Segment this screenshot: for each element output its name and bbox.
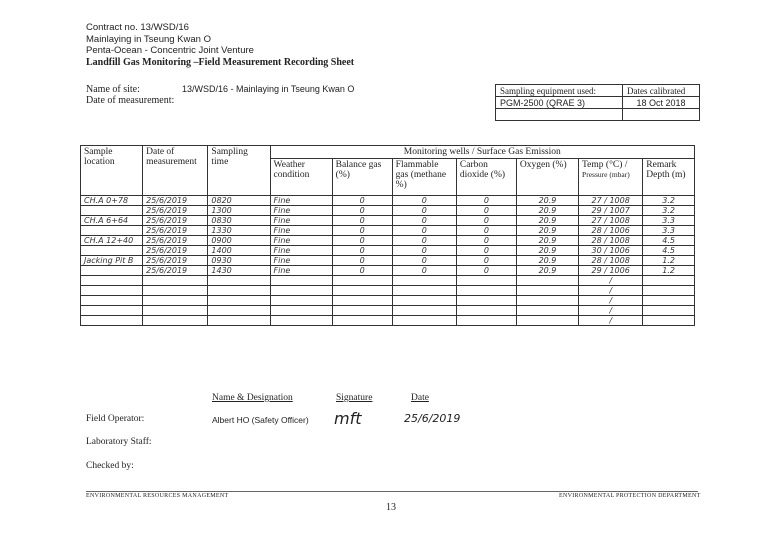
cell-depth: 1.2 [643,256,695,266]
table-row [81,226,695,236]
cell-carbon-dioxide: 0 [456,216,516,226]
table-row [81,206,695,216]
cell-oxygen [516,276,578,286]
cell-weather: Fine [270,246,332,256]
cell-carbon-dioxide: 0 [456,196,516,206]
footer-divider [86,491,698,492]
table-row [81,276,695,286]
table-row [81,196,695,206]
cell-date: 25/6/2019 [143,196,208,206]
cell-date: 25/6/2019 [143,236,208,246]
calibration-header: Dates calibrated [623,85,700,97]
cell-temp-pressure: / [579,306,643,316]
site-name-label: Name of site: [86,84,140,95]
cell-location [81,306,143,316]
cell-location [81,276,143,286]
col-balance-gas: Balance gas (%) [332,159,392,196]
project-name: Mainlaying in Tseung Kwan O [86,33,211,45]
cell-location: Jacking Pit B [81,256,143,266]
cell-depth [643,316,695,326]
cell-location [81,296,143,306]
cell-date: 25/6/2019 [143,206,208,216]
cell-location [81,266,143,276]
cell-balance-gas: 0 [332,256,392,266]
cell-balance-gas: 0 [332,246,392,256]
cell-date: 25/6/2019 [143,216,208,226]
cell-carbon-dioxide [456,296,516,306]
calibration-empty [623,109,700,121]
table-row [81,266,695,276]
cell-flammable-gas: 0 [392,196,456,206]
equipment-device: PGM-2500 (QRAE 3) [496,97,623,109]
cell-carbon-dioxide: 0 [456,246,516,256]
cell-oxygen: 20.9 [516,196,578,206]
cell-location [81,246,143,256]
cell-flammable-gas: 0 [392,206,456,216]
footer-left: ENVIRONMENTAL RESOURCES MANAGEMENT [86,493,229,499]
cell-date [143,316,208,326]
cell-weather: Fine [270,216,332,226]
col-date: Date of measurement [143,146,208,196]
cell-flammable-gas [392,276,456,286]
equipment-empty [496,109,623,121]
cell-oxygen [516,296,578,306]
cell-balance-gas: 0 [332,206,392,216]
cell-time [208,316,270,326]
cell-depth [643,276,695,286]
cell-time: 1300 [208,206,270,216]
cell-carbon-dioxide: 0 [456,266,516,276]
cell-depth: 1.2 [643,266,695,276]
col-weather: Weather condition [270,159,332,196]
cell-time: 1400 [208,246,270,256]
cell-temp-pressure: 27 / 1008 [579,196,643,206]
cell-carbon-dioxide [456,276,516,286]
cell-flammable-gas [392,306,456,316]
cell-depth: 3.2 [643,206,695,216]
cell-time [208,296,270,306]
page-number: 13 [386,502,396,513]
col-temp-pressure [579,159,643,196]
table-row [81,296,695,306]
cell-flammable-gas [392,286,456,296]
cell-location [81,316,143,326]
cell-date [143,286,208,296]
cell-weather [270,296,332,306]
cell-balance-gas: 0 [332,266,392,276]
cell-balance-gas [332,286,392,296]
cell-flammable-gas: 0 [392,246,456,256]
cell-oxygen [516,286,578,296]
cell-date: 25/6/2019 [143,266,208,276]
table-row [81,256,695,266]
sheet-title: Landfill Gas Monitoring –Field Measurement Recording Sheet [86,56,355,68]
cell-flammable-gas [392,296,456,306]
cell-depth: 3.2 [643,196,695,206]
col-carbon-dioxide: Carbon dioxide (%) [456,159,516,196]
cell-date [143,276,208,286]
table-row [81,236,695,246]
cell-balance-gas [332,296,392,306]
cell-balance-gas [332,306,392,316]
table-row [81,316,695,326]
cell-temp-pressure: 27 / 1008 [579,216,643,226]
col-group-monitoring: Monitoring wells / Surface Gas Emission [270,146,694,159]
cell-carbon-dioxide: 0 [456,226,516,236]
col-oxygen: Oxygen (%) [516,159,578,196]
cell-location [81,286,143,296]
cell-date: 25/6/2019 [143,226,208,236]
cell-flammable-gas: 0 [392,226,456,236]
cell-depth [643,296,695,306]
cell-depth [643,286,695,296]
sign-date: 25/6/2019 [404,412,461,425]
equipment-header: Sampling equipment used: [496,85,623,97]
cell-location: CH.A 6+64 [81,216,143,226]
cell-flammable-gas: 0 [392,266,456,276]
cell-balance-gas: 0 [332,226,392,236]
field-operator-name: Albert HO (Safety Officer) [212,415,309,425]
cell-temp-pressure: / [579,296,643,306]
cell-date [143,306,208,316]
cell-oxygen [516,306,578,316]
col-flammable-gas: Flammable gas (methane %) [392,159,456,196]
cell-time: 1330 [208,226,270,236]
cell-temp-pressure: 30 / 1006 [579,246,643,256]
cell-depth: 3.3 [643,216,695,226]
cell-carbon-dioxide [456,316,516,326]
cell-weather [270,286,332,296]
cell-balance-gas [332,276,392,286]
field-operator-label: Field Operator: [86,414,145,424]
cell-balance-gas: 0 [332,236,392,246]
col-remark-depth: Remark Depth (m) [643,159,695,196]
cell-time: 0930 [208,256,270,266]
cell-time: 0830 [208,216,270,226]
contract-number: Contract no. 13/WSD/16 [86,22,189,33]
col-sample-location: Sample location [81,146,143,196]
cell-carbon-dioxide: 0 [456,236,516,246]
pressure-label: Pressure (mbar) [582,170,630,179]
cell-weather: Fine [270,226,332,236]
calibration-date: 18 Oct 2018 [623,97,700,109]
site-name-value: 13/WSD/16 - Mainlaying in Tseung Kwan O [182,84,355,94]
equipment-table [495,84,700,121]
cell-weather: Fine [270,206,332,216]
cell-carbon-dioxide: 0 [456,206,516,216]
cell-location [81,206,143,216]
cell-oxygen: 20.9 [516,236,578,246]
cell-date: 25/6/2019 [143,246,208,256]
cell-date: 25/6/2019 [143,256,208,266]
cell-location: CH.A 0+78 [81,196,143,206]
cell-temp-pressure: 28 / 1008 [579,256,643,266]
cell-time: 0900 [208,236,270,246]
cell-flammable-gas [392,316,456,326]
laboratory-staff-label: Laboratory Staff: [86,437,152,447]
cell-depth: 4.5 [643,236,695,246]
table-row [81,286,695,296]
cell-depth: 4.5 [643,246,695,256]
cell-carbon-dioxide [456,306,516,316]
cell-depth [643,306,695,316]
cell-temp-pressure: / [579,286,643,296]
checked-by-label: Checked by: [86,461,134,471]
cell-oxygen: 20.9 [516,216,578,226]
cell-time: 0820 [208,196,270,206]
joint-venture: Penta-Ocean - Concentric Joint Venture [86,45,254,56]
measurement-table [80,145,695,326]
cell-weather [270,306,332,316]
cell-temp-pressure: 29 / 1006 [579,266,643,276]
temp-label: Temp (°C) / [582,160,628,170]
cell-time [208,286,270,296]
cell-weather [270,316,332,326]
cell-time [208,276,270,286]
cell-date [143,296,208,306]
cell-carbon-dioxide [456,286,516,296]
cell-oxygen: 20.9 [516,206,578,216]
cell-weather [270,276,332,286]
table-row [81,216,695,226]
cell-weather: Fine [270,256,332,266]
cell-temp-pressure: / [579,276,643,286]
cell-temp-pressure: / [579,316,643,326]
table-row [81,306,695,316]
measurement-date-label: Date of measurement: [86,95,175,106]
cell-time [208,306,270,316]
cell-weather: Fine [270,266,332,276]
col-time: Sampling time [208,146,270,196]
cell-oxygen [516,316,578,326]
cell-weather: Fine [270,236,332,246]
table-row [81,246,695,256]
handwritten-signature: mft [334,409,362,428]
cell-balance-gas: 0 [332,216,392,226]
footer-right: ENVIRONMENTAL PROTECTION DEPARTMENT [559,493,701,499]
signature-header: Signature [336,393,373,403]
cell-weather: Fine [270,196,332,206]
cell-depth: 3.3 [643,226,695,236]
cell-oxygen: 20.9 [516,246,578,256]
cell-temp-pressure: 29 / 1007 [579,206,643,216]
name-designation-header: Name & Designation [212,393,293,403]
cell-time: 1430 [208,266,270,276]
cell-balance-gas: 0 [332,196,392,206]
cell-location: CH.A 12+40 [81,236,143,246]
cell-flammable-gas: 0 [392,256,456,266]
cell-temp-pressure: 28 / 1006 [579,226,643,236]
cell-balance-gas [332,316,392,326]
cell-flammable-gas: 0 [392,216,456,226]
cell-oxygen: 20.9 [516,266,578,276]
cell-oxygen: 20.9 [516,256,578,266]
cell-location [81,226,143,236]
cell-temp-pressure: 28 / 1008 [579,236,643,246]
site-labels [86,84,174,106]
cell-carbon-dioxide: 0 [456,256,516,266]
document-header [86,22,354,68]
cell-oxygen: 20.9 [516,226,578,236]
cell-flammable-gas: 0 [392,236,456,246]
date-header: Date [411,393,429,403]
